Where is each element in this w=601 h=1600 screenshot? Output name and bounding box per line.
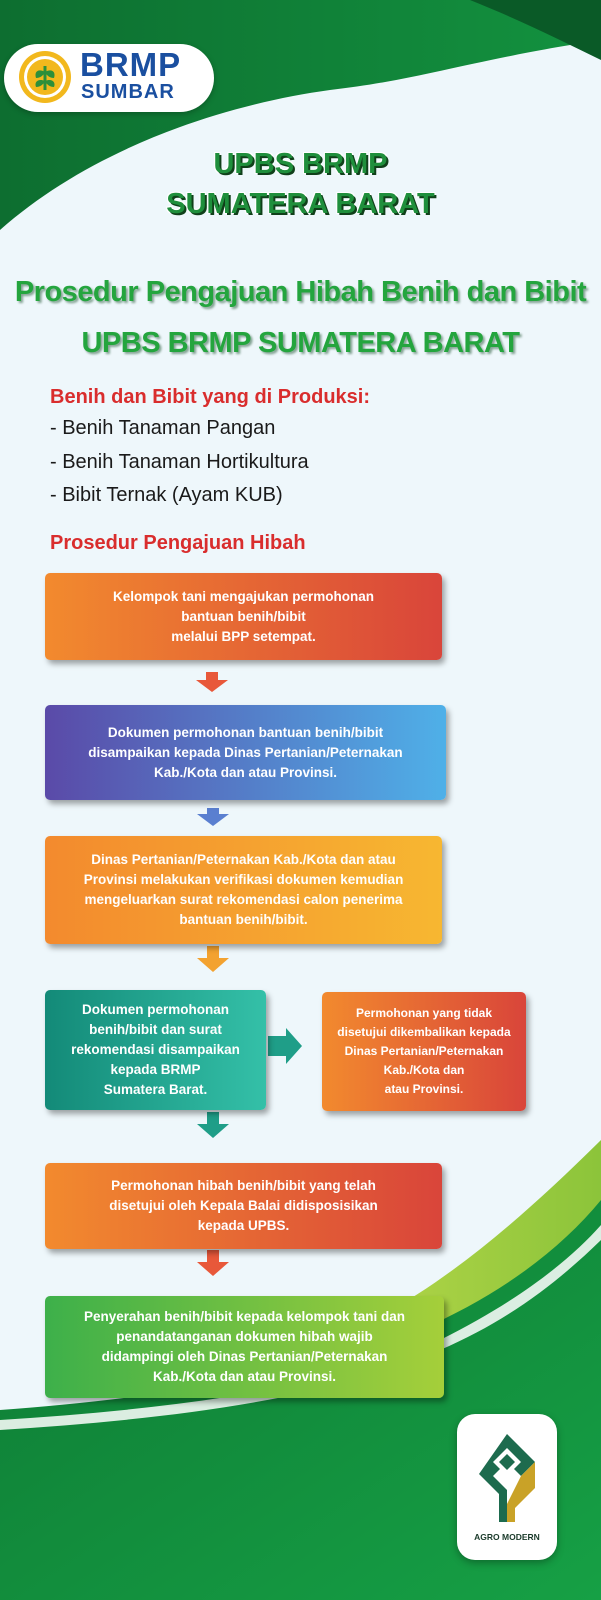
agro-modern-logo-icon — [471, 1428, 543, 1528]
logo-brand-text: BRMP — [80, 46, 182, 83]
product-item: - Benih Tanaman Hortikultura — [50, 451, 309, 473]
main-title-line1: UPBS BRMP — [213, 148, 388, 180]
product-item: - Bibit Ternak (Ayam KUB) — [50, 484, 283, 506]
product-item: - Benih Tanaman Pangan — [50, 417, 276, 439]
procedure-step-6: Penyerahan benih/bibit kepada kelompok tani dan penandatanganan dokumen hibah wajib didampingi oleh Dinas Pertanian/Peternakan Kab./Kota dan atau Provinsi. — [45, 1296, 444, 1398]
brmp-emblem-icon — [18, 50, 72, 104]
procedure-step-3: Dinas Pertanian/Peternakan Kab./Kota dan atau Provinsi melakukan verifikasi dokumen kemudian mengeluarkan surat rekomendasi calon penerima bantuan benih/bibit. — [45, 836, 442, 944]
agro-modern-logo — [457, 1414, 557, 1560]
logo-sub-text: SUMBAR — [81, 81, 175, 103]
procedure-side-note: Permohonan yang tidak disetujui dikembalikan kepada Dinas Pertanian/Peternakan Kab./Kota dan atau Provinsi. — [322, 992, 526, 1111]
procedure-step-5: Permohonan hibah benih/bibit yang telah disetujui oleh Kepala Balai didisposisikan kepada UPBS. — [45, 1163, 442, 1249]
main-title-line2: SUMATERA BARAT — [166, 188, 435, 220]
procedure-step-1: Kelompok tani mengajukan permohonan bantuan benih/bibit melalui BPP setempat. — [45, 573, 442, 660]
procedure-heading: Prosedur Pengajuan Hibah — [50, 532, 306, 554]
agro-modern-label: AGRO MODERN — [474, 1532, 540, 1542]
brmp-logo — [4, 44, 214, 112]
products-heading: Benih dan Bibit yang di Produksi: — [50, 386, 371, 408]
procedure-step-2: Dokumen permohonan bantuan benih/bibit disampaikan kepada Dinas Pertanian/Peternakan Kab./Kota dan atau Provinsi. — [45, 705, 446, 800]
procedure-step-4: Dokumen permohonan benih/bibit dan surat rekomendasi disampaikan kepada BRMP Sumatera Barat. — [45, 990, 266, 1110]
subtitle-line2: UPBS BRMP SUMATERA BARAT — [81, 327, 520, 359]
subtitle-line1: Prosedur Pengajuan Hibah Benih dan Bibit — [14, 276, 587, 308]
